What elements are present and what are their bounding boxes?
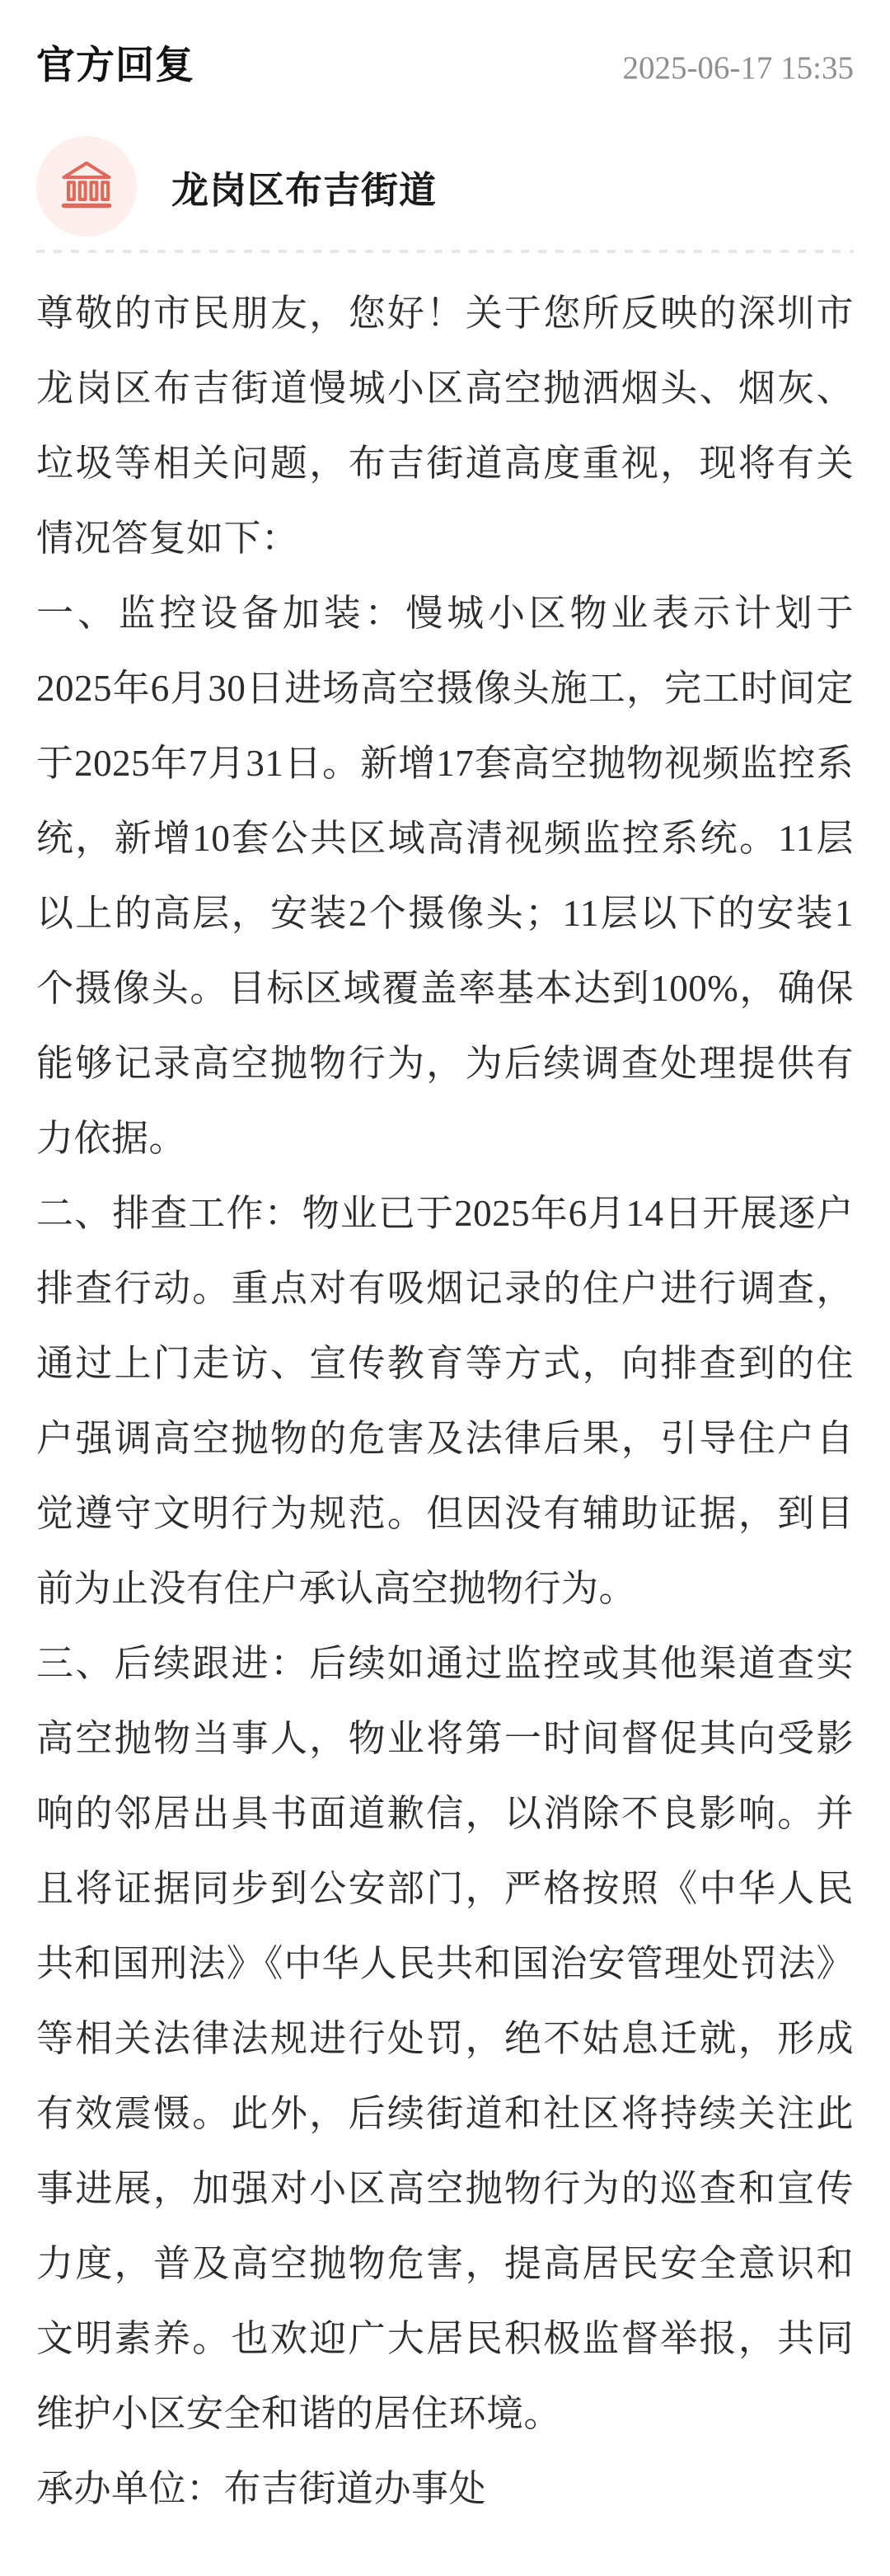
publisher-name: 龙岗区布吉街道 [171,168,438,211]
reply-header [36,35,854,90]
reply-paragraph-item2: 二、排查工作：物业已于2025年6月14日开展逐户排查行动。重点对有吸烟记录的住户进行调查，通过上门走访、宣传教育等方式，向排查到的住户强调高空抛物的危害及法律后果，引导住户自觉遵守文明行为规范。但因没有辅助证据，到目前为止没有住户承认高空抛物行为。 [36,1193,854,1609]
reply-timestamp: 2025-06-17 15:35 [622,50,854,86]
publisher-avatar [36,136,137,237]
reply-paragraph-item3: 三、后续跟进：后续如通过监控或其他渠道查实高空抛物当事人，物业将第一时间督促其向受影响的邻居出具书面道歉信，以消除不良影响。并且将证据同步到公安部门，严格按照《中华人民共和国刑法》《中华人民共和国治安管理处罚法》等相关法律法规进行处罚，绝不姑息迁就，形成有效震慑。此外，后续街道和社区将持续关注此事进展，加强对小区高空抛物行为的巡查和宣传力度，普及高空抛物危害，提高居民安全意识和文明素养。也欢迎广大居民积极监督举报，共同维护小区安全和谐的居住环境。 [36,1643,854,2434]
reply-body [36,253,854,2527]
publisher-row [36,136,854,237]
page-title: 官方回复 [36,43,194,87]
bank-icon [59,157,114,216]
handling-unit-line: 承办单位：布吉街道办事处 [36,2468,487,2509]
reply-paragraph-item1: 一、监控设备加装：慢城小区物业表示计划于2025年6月30日进场高空摄像头施工，完工时间定于2025年7月31日。新增17套高空抛物视频监控系统，新增10套公共区域高清视频监控系统。11层以上的高层，安装2个摄像头；11层以下的安装1个摄像头。目标区域覆盖率基本达到100%，确保能够记录高空抛物行为，为后续调查处理提供有力依据。 [36,593,854,1159]
reply-paragraph-intro: 尊敬的市民朋友，您好！关于您所反映的深圳市龙岗区布吉街道慢城小区高空抛洒烟头、烟灰、垃圾等相关问题，布吉街道高度重视，现将有关情况答复如下： [36,293,854,559]
